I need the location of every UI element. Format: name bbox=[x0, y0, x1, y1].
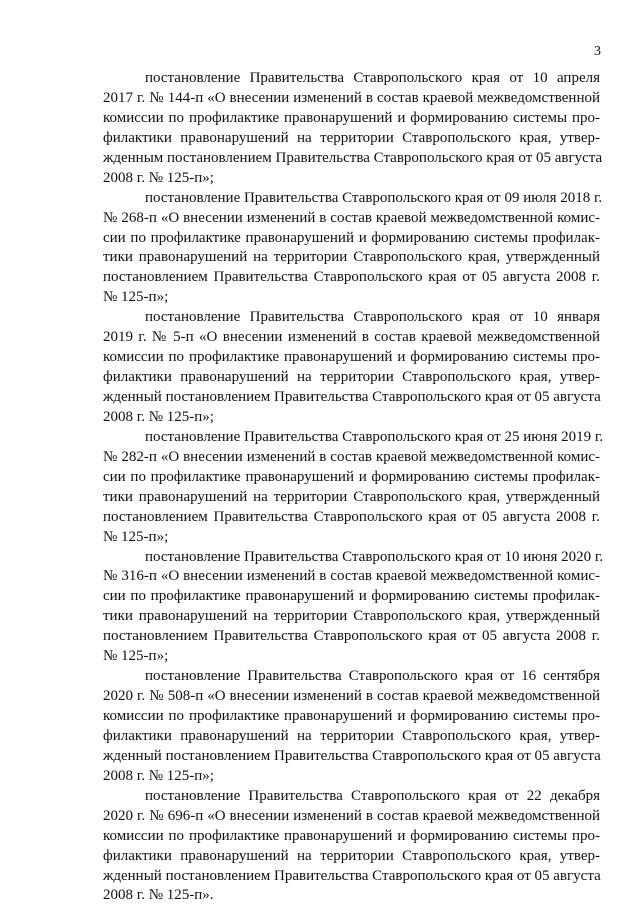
paragraph-resolution-5p bbox=[103, 308, 600, 428]
text-line: филактики правонарушений на территории Ставропольского края, утвер- bbox=[103, 727, 600, 744]
text-line: жденный постановлением Правительства Ставропольского края от 05 августа bbox=[103, 867, 601, 884]
text-line: постановление Правительства Ставропольского края от 25 июня 2019 г. bbox=[145, 428, 604, 445]
paragraph-resolution-282p bbox=[103, 428, 604, 548]
text-line: филактики правонарушений на территории Ставропольского края, утвер- bbox=[103, 369, 600, 386]
text-line: постановлением Правительства Ставропольского края от 05 августа 2008 г. bbox=[103, 508, 600, 525]
text-line: постановление Правительства Ставропольского края от 10 июня 2020 г. bbox=[145, 548, 604, 565]
text-line: комиссии по профилактике правонарушений и формированию системы про- bbox=[103, 349, 600, 366]
text-line: филактики правонарушений на территории Ставропольского края, утвер- bbox=[103, 129, 600, 146]
text-line: № 125-п»; bbox=[103, 528, 169, 545]
paragraph-resolution-696p bbox=[103, 787, 600, 906]
text-line: тики правонарушений на территории Ставропольского края, утвержденный bbox=[103, 608, 600, 625]
text-line: тики правонарушений на территории Ставропольского края, утвержденный bbox=[103, 488, 600, 505]
text-line: № 316-п «О внесении изменений в состав краевой межведомственной комис- bbox=[103, 568, 600, 585]
paragraph-resolution-268p bbox=[103, 189, 603, 309]
text-line: № 268-п «О внесении изменений в состав краевой межведомственной комис- bbox=[103, 209, 600, 226]
text-line: тики правонарушений на территории Ставропольского края, утвержденный bbox=[103, 249, 600, 266]
text-line: жденным постановлением Правительства Ставропольского края от 05 августа bbox=[103, 149, 603, 166]
text-line: филактики правонарушений на территории Ставропольского края, утвер- bbox=[103, 847, 600, 864]
document-body bbox=[103, 69, 604, 906]
text-line: 2017 г. № 144-п «О внесении изменений в состав краевой межведомственной bbox=[103, 89, 600, 106]
text-line: жденный постановлением Правительства Ставропольского края от 05 августа bbox=[103, 747, 601, 764]
text-line: сии по профилактике правонарушений и формированию системы профилак- bbox=[103, 229, 600, 246]
paragraph-resolution-316p bbox=[103, 548, 604, 668]
text-line: 2020 г. № 696-п «О внесении изменений в состав краевой межведомственной bbox=[103, 807, 600, 824]
text-line: постановление Правительства Ставропольского края от 10 апреля bbox=[145, 70, 600, 86]
text-line: комиссии по профилактике правонарушений и формированию системы про- bbox=[103, 827, 600, 844]
text-line: № 282-п «О внесении изменений в состав краевой межведомственной комис- bbox=[103, 448, 600, 465]
paragraph-resolution-508p bbox=[103, 667, 600, 787]
text-line: сии по профилактике правонарушений и формированию системы профилак- bbox=[103, 588, 600, 605]
text-line: комиссии по профилактике правонарушений и формированию системы про- bbox=[103, 109, 600, 126]
text-line: № 125-п»; bbox=[103, 648, 169, 665]
text-line: № 125-п»; bbox=[103, 289, 169, 306]
text-line: постановление Правительства Ставропольского края от 09 июля 2018 г. bbox=[145, 189, 603, 206]
text-line: 2008 г. № 125-п». bbox=[103, 887, 214, 904]
text-line: постановление Правительства Ставропольского края от 16 сентября bbox=[145, 668, 600, 685]
text-line: постановлением Правительства Ставропольского края от 05 августа 2008 г. bbox=[103, 269, 600, 286]
text-line: 2008 г. № 125-п»; bbox=[103, 408, 214, 425]
text-line: комиссии по профилактике правонарушений и формированию системы про- bbox=[103, 708, 600, 724]
text-line: постановление Правительства Ставропольского края от 22 декабря bbox=[145, 787, 600, 804]
paragraph-resolution-144p bbox=[103, 69, 603, 189]
text-line: 2008 г. № 125-п»; bbox=[103, 169, 214, 186]
text-line: постановление Правительства Ставропольского края от 10 января bbox=[145, 309, 600, 326]
text-line: жденный постановлением Правительства Ставропольского края от 05 августа bbox=[103, 389, 601, 405]
text-line: 2008 г. № 125-п»; bbox=[103, 767, 214, 784]
text-line: 2019 г. № 5-п «О внесении изменений в состав краевой межведомственной bbox=[103, 329, 600, 346]
text-line: сии по профилактике правонарушений и формированию системы профилак- bbox=[103, 468, 600, 485]
text-line: постановлением Правительства Ставропольского края от 05 августа 2008 г. bbox=[103, 628, 600, 645]
page-number: 3 bbox=[594, 44, 601, 59]
text-line: 2020 г. № 508-п «О внесении изменений в состав краевой межведомственной bbox=[103, 688, 600, 705]
